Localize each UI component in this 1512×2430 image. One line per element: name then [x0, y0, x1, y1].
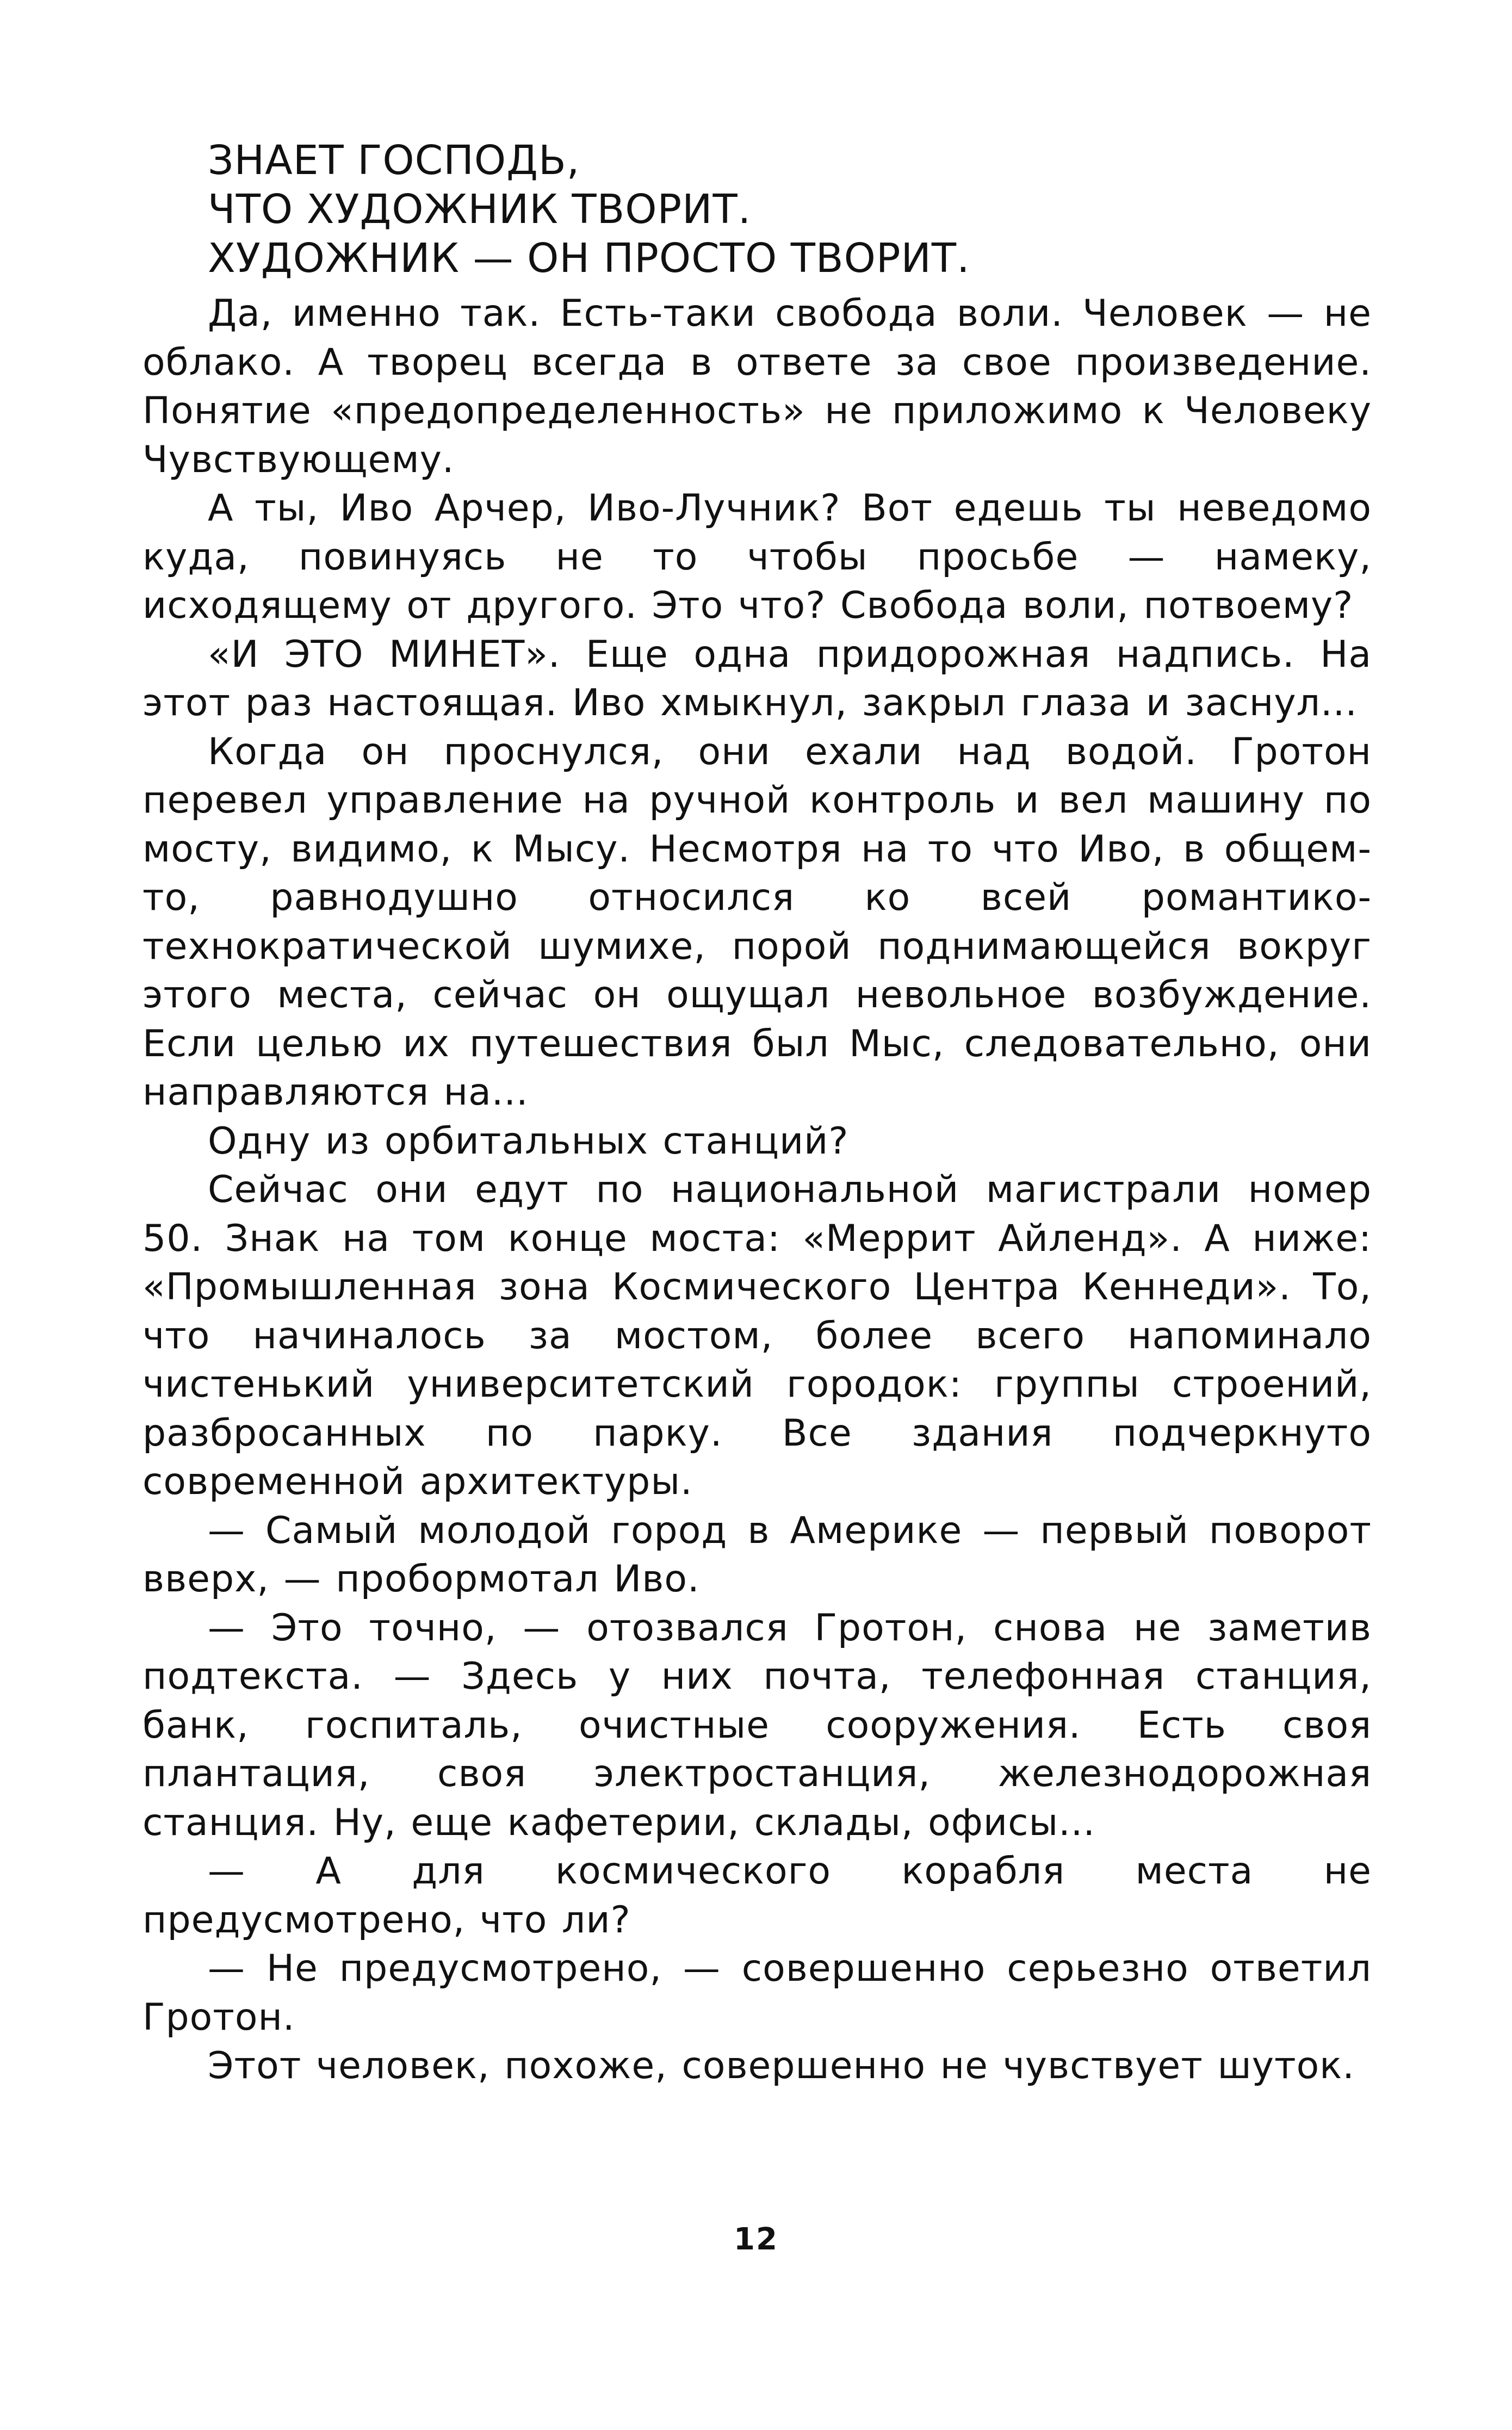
paragraph: Да, именно так. Есть-таки свобода воли. Человек — не облако. А творец всегда в ответе за свое произведение. Понятие «предопределенность» не приложимо к Человеку Чувствующему. — [142, 292, 1372, 481]
paragraph: — Не предусмотрено, — совершенно серьезно ответил Гротон. — [142, 1947, 1372, 2039]
book-page — [142, 136, 1372, 2366]
paragraph: — Самый молодой город в Америке — первый поворот вверх, — пробормотал Иво. — [142, 1509, 1372, 1601]
epigraph-line: ЧТО ХУДОЖНИК ТВОРИТ. — [208, 186, 752, 233]
paragraph: А ты, Иво Арчер, Иво-Лучник? Вот едешь ты неведомо куда, повинуясь не то чтобы просьбе — намеку, исходящему от другого. Это что? Свобода воли, потвоему? — [142, 487, 1372, 627]
paragraph: Этот человек, похоже, совершенно не чувствует шуток. — [208, 2044, 1355, 2087]
paragraph: — Это точно, — отозвался Гротон, снова не заметив подтекста. — Здесь у них почта, телефонная станция, банк, госпиталь, очистные сооружения. Есть своя плантация, своя электростанция, железнодорожная станция. Ну, еще кафетерии, склады, офисы... — [142, 1606, 1372, 1844]
body-text — [142, 289, 1372, 2091]
paragraph: Когда он проснулся, они ехали над водой. Гротон перевел управление на ручной контроль и вел машину по мосту, видимо, к Мысу. Несмотря на то что Иво, в общем-то, равнодушно относился ко всей романтико-технократической шумихе, порой поднимающейся вокруг этого места, сейчас он ощущал невольное возбуждение. Если целью их путешествия был Мыс, следовательно, они направляются на... — [142, 730, 1372, 1114]
paragraph: «И ЭТО МИНЕТ». Еще одна придорожная надпись. На этот раз настоящая. Иво хмыкнул, закрыл глаза и заснул... — [142, 633, 1372, 724]
paragraph: Сейчас они едут по национальной магистрали номер 50. Знак на том конце моста: «Меррит Айленд». А ниже: «Промышленная зона Космического Центра Кеннеди». То, что начиналось за мостом, более всего напоминало чистенький университетский городок: группы строений, разбросанных по парку. Все здания подчеркнуто современной архитектуры. — [142, 1168, 1372, 1503]
paragraph: — А для космического корабля места не предусмотрено, что ли? — [142, 1850, 1372, 1942]
epigraph-line: ЗНАЕТ ГОСПОДЬ, — [208, 137, 580, 184]
page-number: 12 — [734, 2222, 778, 2257]
paragraph: Одну из орбитальных станций? — [208, 1119, 849, 1163]
epigraph — [208, 136, 1372, 283]
epigraph-line: ХУДОЖНИК — ОН ПРОСТО ТВОРИТ. — [208, 235, 970, 282]
